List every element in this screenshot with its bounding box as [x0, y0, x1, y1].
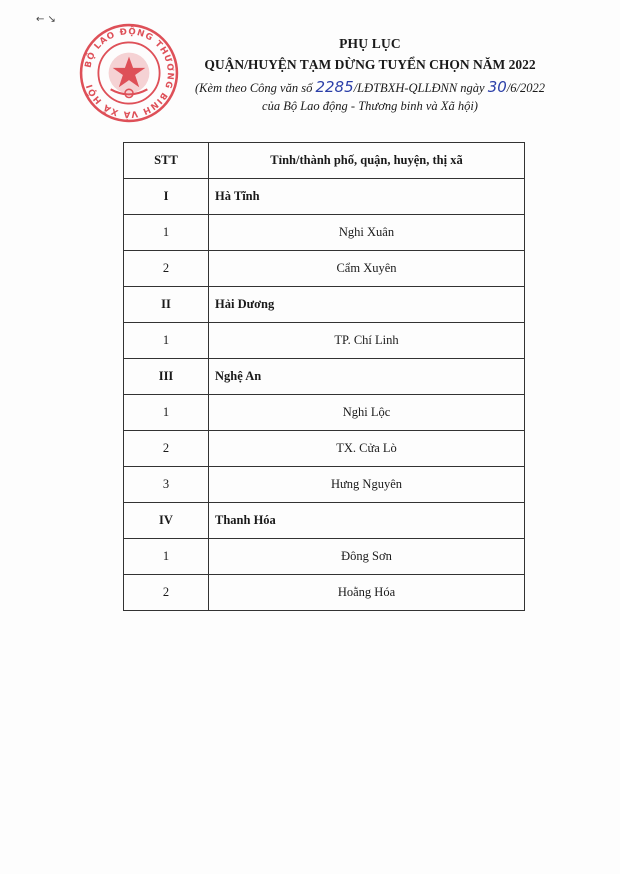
reference-line	[180, 78, 560, 96]
row-stt: 1	[124, 215, 209, 251]
row-stt: III	[124, 359, 209, 395]
row-stt: IV	[124, 503, 209, 539]
locations-table	[123, 142, 525, 611]
table-group-row	[124, 287, 525, 323]
reference-suffix: /6/2022	[506, 81, 545, 95]
table-row	[124, 539, 525, 575]
table-group-row	[124, 359, 525, 395]
row-stt: II	[124, 287, 209, 323]
row-district: Đông Sơn	[209, 539, 525, 575]
table-header-row	[124, 143, 525, 179]
row-province: Hải Dương	[209, 287, 525, 323]
table-body	[124, 179, 525, 611]
column-header-stt: STT	[124, 143, 209, 179]
row-stt: 2	[124, 431, 209, 467]
row-province: Nghệ An	[209, 359, 525, 395]
table-row	[124, 323, 525, 359]
row-district: Hưng Nguyên	[209, 467, 525, 503]
column-header-name: Tỉnh/thành phố, quận, huyện, thị xã	[209, 143, 525, 179]
row-province: Thanh Hóa	[209, 503, 525, 539]
row-stt: 1	[124, 323, 209, 359]
row-district: Hoằng Hóa	[209, 575, 525, 611]
row-district: Cẩm Xuyên	[209, 251, 525, 287]
table-group-row	[124, 503, 525, 539]
issuer-line: của Bộ Lao động - Thương binh và Xã hội)	[262, 99, 478, 113]
official-seal-icon	[78, 22, 180, 124]
table-group-row	[124, 179, 525, 215]
row-stt: 1	[124, 539, 209, 575]
row-province: Hà Tĩnh	[209, 179, 525, 215]
appendix-title: PHỤ LỤC	[339, 36, 401, 51]
row-district: TP. Chí Linh	[209, 323, 525, 359]
row-district: Nghi Lộc	[209, 395, 525, 431]
table-row	[124, 575, 525, 611]
svg-text:BỘ LAO ĐỘNG THƯƠNG BINH VÀ XÃ: BỘ LAO ĐỘNG THƯƠNG BINH VÀ XÃ HỘI	[83, 27, 175, 119]
row-stt: 2	[124, 251, 209, 287]
handwritten-day: 30	[487, 78, 507, 96]
row-stt: 2	[124, 575, 209, 611]
corner-mark: ← ↘	[36, 14, 56, 25]
appendix-subtitle: QUẬN/HUYỆN TẠM DỪNG TUYỂN CHỌN NĂM 2022	[204, 57, 536, 72]
row-district: Nghi Xuân	[209, 215, 525, 251]
row-stt: 3	[124, 467, 209, 503]
table-row	[124, 215, 525, 251]
table-row	[124, 431, 525, 467]
document-header	[180, 36, 560, 114]
table-row	[124, 395, 525, 431]
row-stt: 1	[124, 395, 209, 431]
table-row	[124, 467, 525, 503]
handwritten-doc-number: 2285	[315, 78, 354, 96]
table-row	[124, 251, 525, 287]
row-stt: I	[124, 179, 209, 215]
row-district: TX. Cửa Lò	[209, 431, 525, 467]
reference-middle: /LĐTBXH-QLLĐNN ngày	[353, 81, 485, 95]
reference-prefix: (Kèm theo Công văn số	[194, 81, 313, 95]
